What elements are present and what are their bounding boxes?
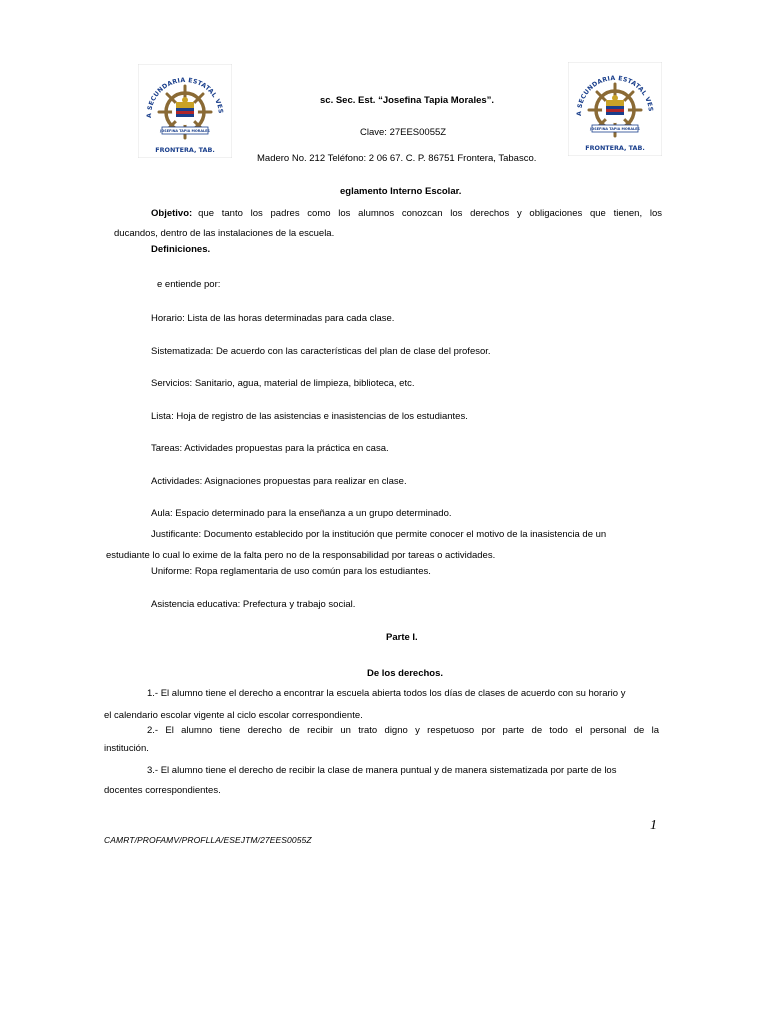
school-address: Madero No. 212 Teléfono: 2 06 67. C. P. 86751 Frontera, Tabasco. [257,153,537,164]
definition-asistencia: Asistencia educativa: Prefectura y trabajo social. [151,599,356,610]
school-clave: Clave: 27EES0055Z [360,127,447,138]
seal-ring-text: A SECUNDARIA ESTATAL VES [145,76,224,119]
right-3-line-2: docentes correspondientes. [104,785,221,796]
school-seal-left [138,64,232,158]
page-number: 1 [650,818,657,833]
objective-text: que tanto los padres como los alumnos conozcan los derechos y obligaciones que tienen, los [198,208,662,219]
definition-servicios: Servicios: Sanitario, agua, material de limpieza, biblioteca, etc. [151,378,415,389]
definitions-heading: Definiciones. [151,244,211,255]
right-1-line-1: 1.- El alumno tiene el derecho a encontrar la escuela abierta todos los días de clases de acuerdo con su horario y [147,688,626,699]
right-2-line-2: institución. [104,743,149,754]
objective-line-2: ducandos, dentro de las instalaciones de la escuela. [114,228,335,239]
definition-lista: Lista: Hoja de registro de las asistencias e inasistencias de los estudiantes. [151,411,468,422]
definition-actividades: Actividades: Asignaciones propuestas para realizar en clase. [151,476,407,487]
right-2-line-1: 2.- El alumno tiene derecho de recibir un trato digno y respetuoso por parte de todo el personal de la [147,725,659,736]
school-seal-icon [568,62,662,156]
school-name: sc. Sec. Est. “Josefina Tapia Morales”. [320,95,495,106]
objective-label: Objetivo: [151,208,193,219]
seal-location-text: FRONTERA, TAB. [585,144,645,152]
right-1-line-2: el calendario escolar vigente al ciclo escolar correspondiente. [104,710,363,721]
definitions-intro: e entiende por: [157,279,221,290]
definition-justificante-cont: estudiante lo cual lo exime de la falta pero no de la responsabilidad por tareas o actividades. [106,550,496,561]
school-seal-icon [138,64,232,158]
definition-sistematizada: Sistematizada: De acuerdo con las características del plan de clase del profesor. [151,346,491,357]
definition-uniforme: Uniforme: Ropa reglamentaria de uso común para los estudiantes. [151,566,431,577]
part-heading: Parte I. [386,632,418,643]
seal-ring-text: A SECUNDARIA ESTATAL VES [575,74,654,117]
footer-code: CAMRT/PROFAMV/PROFLLA/ESEJTM/27EES0055Z [104,835,312,845]
document-title: eglamento Interno Escolar. [340,186,462,197]
definition-tareas: Tareas: Actividades propuestas para la práctica en casa. [151,443,389,454]
seal-location-text: FRONTERA, TAB. [155,146,215,154]
definition-aula: Aula: Espacio determinado para la enseñanza a un grupo determinado. [151,508,452,519]
definition-justificante: Justificante: Documento establecido por la institución que permite conocer el motivo de la inasistencia de un [151,529,607,540]
objective-line-1 [151,208,662,219]
seal-banner-text: JOSEFINA TAPIA MORALES [590,127,640,132]
school-seal-right [568,62,662,156]
seal-banner-text: JOSEFINA TAPIA MORALES [160,129,210,134]
rights-heading: De los derechos. [367,668,444,679]
right-3-line-1: 3.- El alumno tiene el derecho de recibir la clase de manera puntual y de manera sistematizada por parte de los [147,765,617,776]
definition-horario: Horario: Lista de las horas determinadas para cada clase. [151,313,395,324]
